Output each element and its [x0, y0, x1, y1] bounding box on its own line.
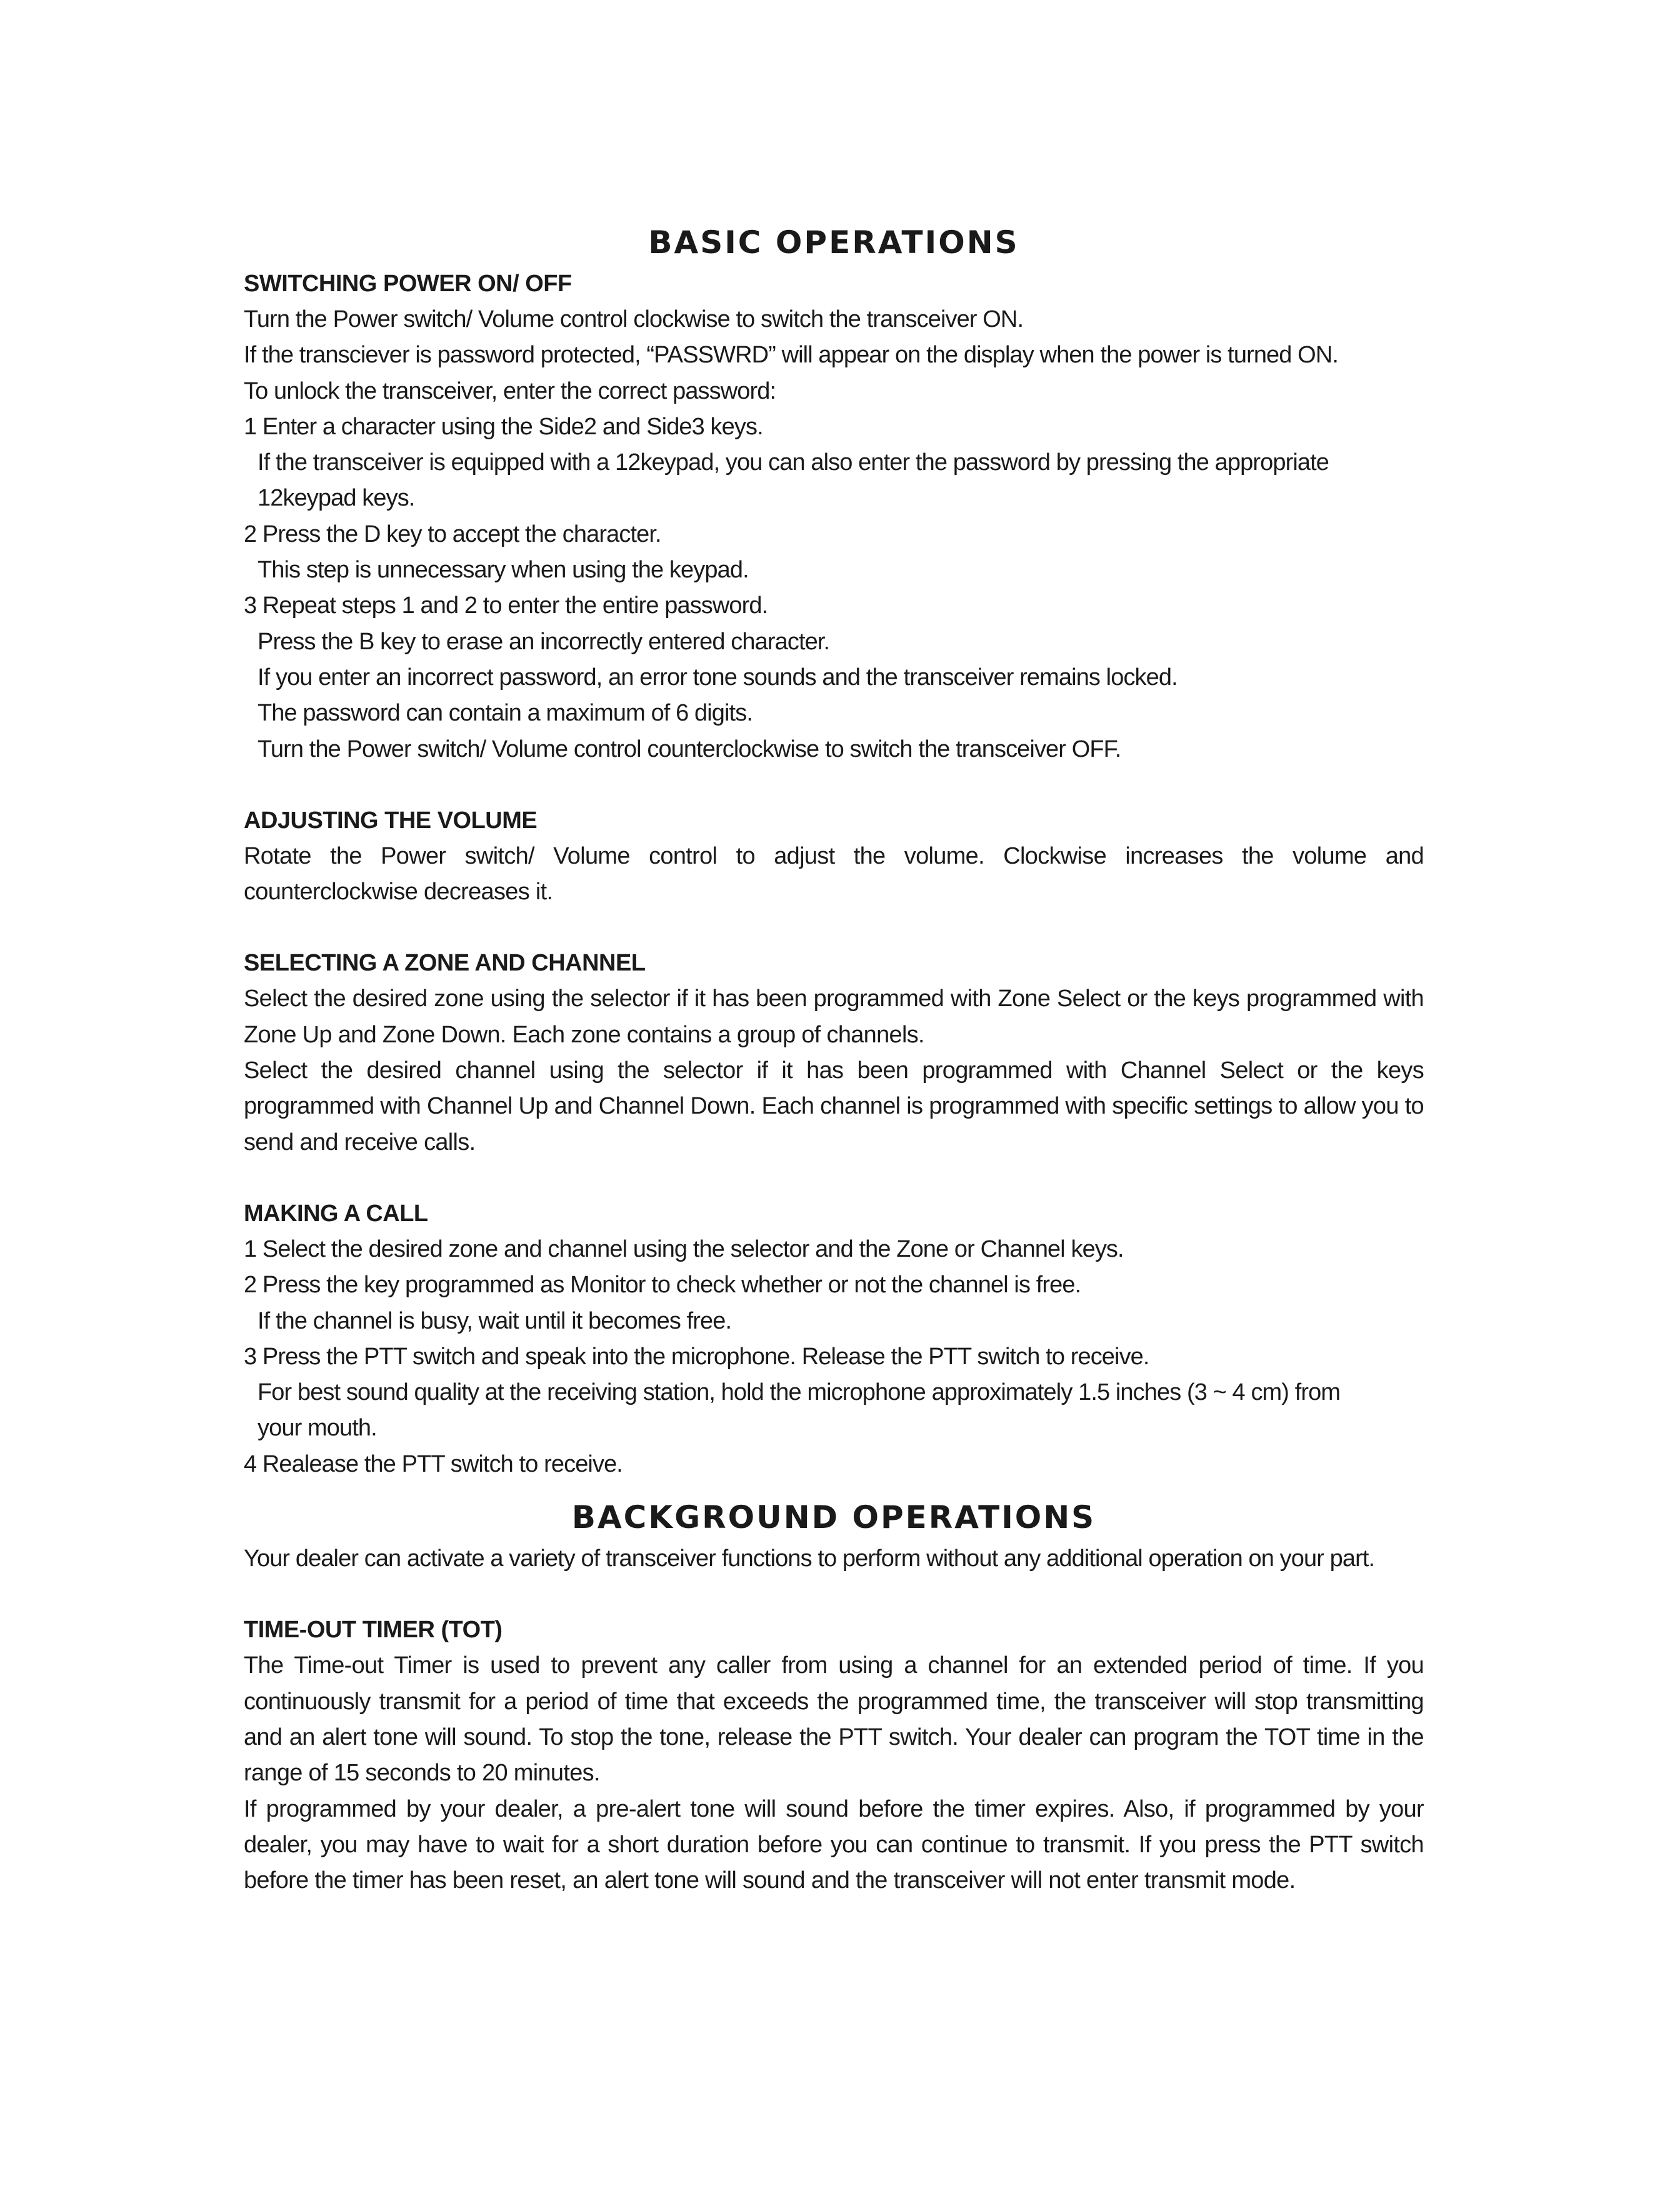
zone-paragraph: Select the desired zone using the selector if it has been programmed with Zone Select or the keys programmed with Zone Up and Zone Down. Each zone contains a group of channels.	[244, 986, 1424, 1048]
switching-power-heading: SWITCHING POWER ON/ OFF	[244, 271, 572, 297]
making-call-heading: MAKING A CALL	[244, 1200, 428, 1227]
power-step-note: If the transceiver is equipped with a 12keypad, you can also enter the password by pressing the appropriate	[258, 449, 1329, 476]
basic-operations-title: BASIC OPERATIONS	[648, 224, 1019, 261]
background-title-wrap	[244, 1494, 1424, 1541]
background-operations-title: BACKGROUND OPERATIONS	[571, 1499, 1096, 1536]
document-page	[244, 219, 1424, 1899]
power-step: 1 Enter a character using the Side2 and Side3 keys.	[244, 413, 763, 440]
switching-power-section	[244, 266, 1424, 767]
volume-paragraph: Rotate the Power switch/ Volume control to adjust the volume. Clockwise increases the volume and counterclockwise decreases it.	[244, 842, 1424, 906]
background-intro: Your dealer can activate a variety of transceiver functions to perform without any additional operation on your part.	[244, 1545, 1375, 1572]
selecting-zone-section	[244, 946, 1424, 1160]
power-step-note: 12keypad keys.	[258, 485, 415, 512]
power-step-note: Press the B key to erase an incorrectly entered character.	[258, 628, 830, 655]
making-call-section	[244, 1196, 1424, 1482]
channel-paragraph: Select the desired channel using the selector if it has been programmed with Channel Select or the keys programmed with Channel Up and Channel Down. Each channel is programmed with specific settings to allow you to send and receive calls.	[244, 1057, 1424, 1155]
power-step: 2 Press the D key to accept the character.	[244, 521, 661, 547]
time-out-timer-section	[244, 1612, 1424, 1899]
call-step: 4 Realease the PTT switch to receive.	[244, 1450, 622, 1477]
call-step: 3 Press the PTT switch and speak into the microphone. Release the PTT switch to receive.	[244, 1343, 1149, 1370]
call-step-note: If the channel is busy, wait until it becomes free.	[258, 1307, 732, 1334]
adjusting-volume-heading: ADJUSTING THE VOLUME	[244, 807, 538, 834]
power-step-note: Turn the Power switch/ Volume control counterclockwise to switch the transceiver OFF.	[258, 736, 1121, 762]
section-spacer	[244, 767, 1424, 803]
power-line: If the transciever is password protected, “PASSWRD” will appear on the display when the power is turned ON.	[244, 342, 1339, 369]
power-step: 3 Repeat steps 1 and 2 to enter the entire password.	[244, 592, 768, 619]
section-spacer	[244, 1577, 1424, 1612]
power-step-note: This step is unnecessary when using the keypad.	[258, 557, 749, 584]
selecting-zone-heading: SELECTING A ZONE AND CHANNEL	[244, 950, 646, 977]
tot-paragraph: The Time-out Timer is used to prevent any caller from using a channel for an extended period of time. If you continuously transmit for a period of time that exceeds the programmed time, the transceiver will stop transmitting and an alert tone will sound. To stop the tone, release the PTT switch. Your dealer can program the TOT time in the range of 15 seconds to 20 minutes.	[244, 1652, 1424, 1787]
power-line: To unlock the transceiver, enter the correct password:	[244, 377, 776, 404]
power-step-note: If you enter an incorrect password, an error tone sounds and the transceiver remains locked.	[258, 664, 1178, 691]
call-step-note: your mouth.	[258, 1415, 377, 1442]
call-step: 1 Select the desired zone and channel using the selector and the Zone or Channel keys.	[244, 1235, 1124, 1262]
time-out-timer-heading: TIME-OUT TIMER (TOT)	[244, 1617, 502, 1644]
adjusting-volume-section	[244, 803, 1424, 911]
call-step-note: For best sound quality at the receiving station, hold the microphone approximately 1.5 inches (3 ~ 4 cm) from	[258, 1379, 1341, 1406]
section-spacer	[244, 910, 1424, 946]
power-line: Turn the Power switch/ Volume control clockwise to switch the transceiver ON.	[244, 306, 1024, 332]
section-spacer	[244, 1160, 1424, 1196]
power-step-note: The password can contain a maximum of 6 digits.	[258, 700, 752, 727]
tot-paragraph: If programmed by your dealer, a pre-alert tone will sound before the timer expires. Also, if programmed by your dealer, you may have to wait for a short duration before you can continue to transmit. If you press the PTT switch before the timer has been reset, an alert tone will sound and the transceiver will not enter transmit mode.	[244, 1795, 1424, 1894]
call-step: 2 Press the key programmed as Monitor to check whether or not the channel is free.	[244, 1272, 1081, 1299]
